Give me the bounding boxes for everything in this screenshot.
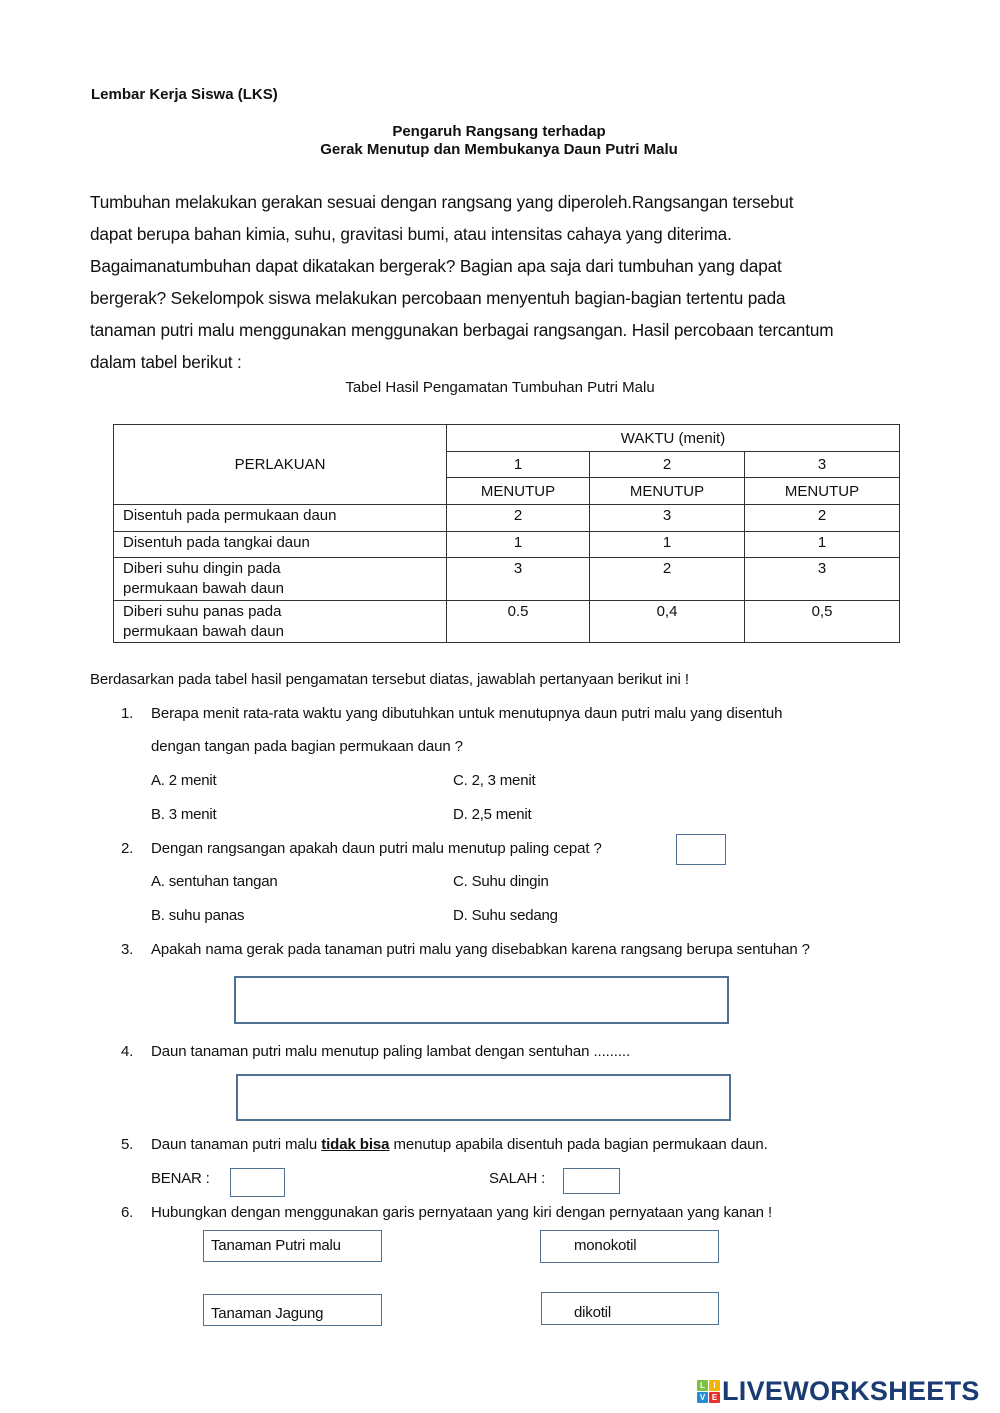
logo-square-i: I: [709, 1380, 720, 1391]
match-left-label: Tanaman Jagung: [211, 1305, 324, 1322]
table-row: [114, 532, 900, 558]
treatment-label: Disentuh pada permukaan daun: [114, 505, 447, 532]
question-2-option-b: B. suhu panas: [151, 907, 245, 924]
question-3-answer-input[interactable]: [234, 976, 729, 1024]
table-caption: Tabel Hasil Pengamatan Tumbuhan Putri Malu: [345, 379, 655, 396]
match-left-item-1[interactable]: [203, 1230, 382, 1262]
question-4-answer-input[interactable]: [236, 1074, 731, 1121]
intro-line: Bagaimanatumbuhan dapat dikatakan bergerak? Bagian apa saja dari tumbuhan yang dapat: [90, 256, 782, 276]
table-row: [114, 601, 900, 643]
worksheet-label: Lembar Kerja Siswa (LKS): [91, 86, 278, 103]
match-right-label: dikotil: [574, 1304, 611, 1321]
question-3-number: 3.: [121, 941, 134, 958]
match-left-label: Tanaman Putri malu: [211, 1237, 341, 1254]
salah-label: SALAH :: [489, 1170, 546, 1187]
header-menutup-1: MENUTUP: [447, 478, 590, 505]
question-1-option-a: A. 2 menit: [151, 772, 217, 789]
table-cell: 0.5: [447, 601, 590, 643]
table-row: [114, 505, 900, 532]
question-4-number: 4.: [121, 1043, 134, 1060]
header-menutup-2: MENUTUP: [590, 478, 745, 505]
table-cell: 3: [447, 558, 590, 601]
table-cell: 1: [745, 532, 900, 558]
table-cell: 3: [590, 505, 745, 532]
question-2-option-c: C. Suhu dingin: [453, 873, 549, 890]
table-cell: 2: [745, 505, 900, 532]
intro-line: tanaman putri malu menggunakan menggunakan berbagai rangsangan. Hasil percobaan tercantum: [90, 320, 834, 340]
header-menutup-3: MENUTUP: [745, 478, 900, 505]
question-6-text: Hubungkan dengan menggunakan garis pernyataan yang kiri dengan pernyataan yang kanan !: [151, 1204, 773, 1221]
table-cell: 3: [745, 558, 900, 601]
question-1-option-c: C. 2, 3 menit: [453, 772, 536, 789]
intro-line: bergerak? Sekelompok siswa melakukan percobaan menyentuh bagian-bagian tertentu pada: [90, 288, 786, 308]
table-row: [114, 558, 900, 601]
table-cell: 1: [590, 532, 745, 558]
treatment-label: Diberi suhu dingin pada permukaan bawah daun: [114, 558, 447, 601]
match-right-label: monokotil: [574, 1237, 637, 1254]
salah-answer-input[interactable]: [563, 1168, 620, 1194]
question-1-option-d: D. 2,5 menit: [453, 806, 532, 823]
liveworksheets-logo: [697, 1378, 980, 1405]
emphasis-text: tidak bisa: [321, 1136, 390, 1153]
question-2-text: Dengan rangsangan apakah daun putri malu menutup paling cepat ?: [151, 840, 602, 857]
question-3-text: Apakah nama gerak pada tanaman putri malu yang disebabkan karena rangsang berupa sentuhan ?: [151, 941, 810, 958]
logo-square-v: V: [697, 1392, 708, 1403]
match-left-item-2[interactable]: [203, 1294, 382, 1326]
table-cell: 2: [590, 558, 745, 601]
question-2-answer-input[interactable]: [676, 834, 726, 865]
question-4-text: Daun tanaman putri malu menutup paling lambat dengan sentuhan .........: [151, 1043, 631, 1060]
instruction-text: Berdasarkan pada tabel hasil pengamatan tersebut diatas, jawablah pertanyaan berikut ini !: [90, 671, 689, 688]
table-cell: 2: [447, 505, 590, 532]
benar-answer-input[interactable]: [230, 1168, 285, 1197]
header-minute-3: 3: [745, 452, 900, 478]
question-1-option-b: B. 3 menit: [151, 806, 217, 823]
question-1-text: Berapa menit rata-rata waktu yang dibutuhkan untuk menutupnya daun putri malu yang disentuh: [151, 705, 783, 722]
question-6-number: 6.: [121, 1204, 134, 1221]
question-5-number: 5.: [121, 1136, 134, 1153]
question-2-number: 2.: [121, 840, 134, 857]
question-2-option-d: D. Suhu sedang: [453, 907, 558, 924]
title-line-2: Gerak Menutup dan Membukanya Daun Putri Malu: [320, 141, 678, 158]
intro-line: dalam tabel berikut :: [90, 352, 242, 372]
intro-line: Tumbuhan melakukan gerakan sesuai dengan rangsang yang diperoleh.Rangsangan tersebut: [90, 192, 794, 212]
question-5-text: Daun tanaman putri malu tidak bisa menutup apabila disentuh pada bagian permukaan daun.: [151, 1136, 768, 1153]
page-title: [0, 123, 1000, 159]
table-cell: 1: [447, 532, 590, 558]
table-cell: 0,5: [745, 601, 900, 643]
logo-text: LIVEWORKSHEETS: [722, 1376, 980, 1406]
header-minute-1: 1: [447, 452, 590, 478]
header-treatment: PERLAKUAN: [114, 425, 447, 505]
observation-table: [113, 424, 900, 643]
treatment-label: Diberi suhu panas pada permukaan bawah daun: [114, 601, 447, 643]
question-2-option-a: A. sentuhan tangan: [151, 873, 278, 890]
logo-square-e: E: [709, 1392, 720, 1403]
header-minute-2: 2: [590, 452, 745, 478]
title-line-1: Pengaruh Rangsang terhadap: [392, 123, 606, 140]
table-cell: 0,4: [590, 601, 745, 643]
header-time: WAKTU (menit): [447, 425, 900, 452]
question-1-number: 1.: [121, 705, 134, 722]
intro-line: dapat berupa bahan kimia, suhu, gravitasi bumi, atau intensitas cahaya yang diterima.: [90, 224, 732, 244]
question-1-text-cont: dengan tangan pada bagian permukaan daun ?: [151, 738, 463, 755]
benar-label: BENAR :: [151, 1170, 210, 1187]
intro-paragraph: [90, 186, 920, 378]
logo-icon: [697, 1380, 720, 1403]
match-right-item-2[interactable]: [541, 1292, 719, 1325]
match-right-item-1[interactable]: [540, 1230, 719, 1263]
treatment-label: Disentuh pada tangkai daun: [114, 532, 447, 558]
logo-square-l: L: [697, 1380, 708, 1391]
